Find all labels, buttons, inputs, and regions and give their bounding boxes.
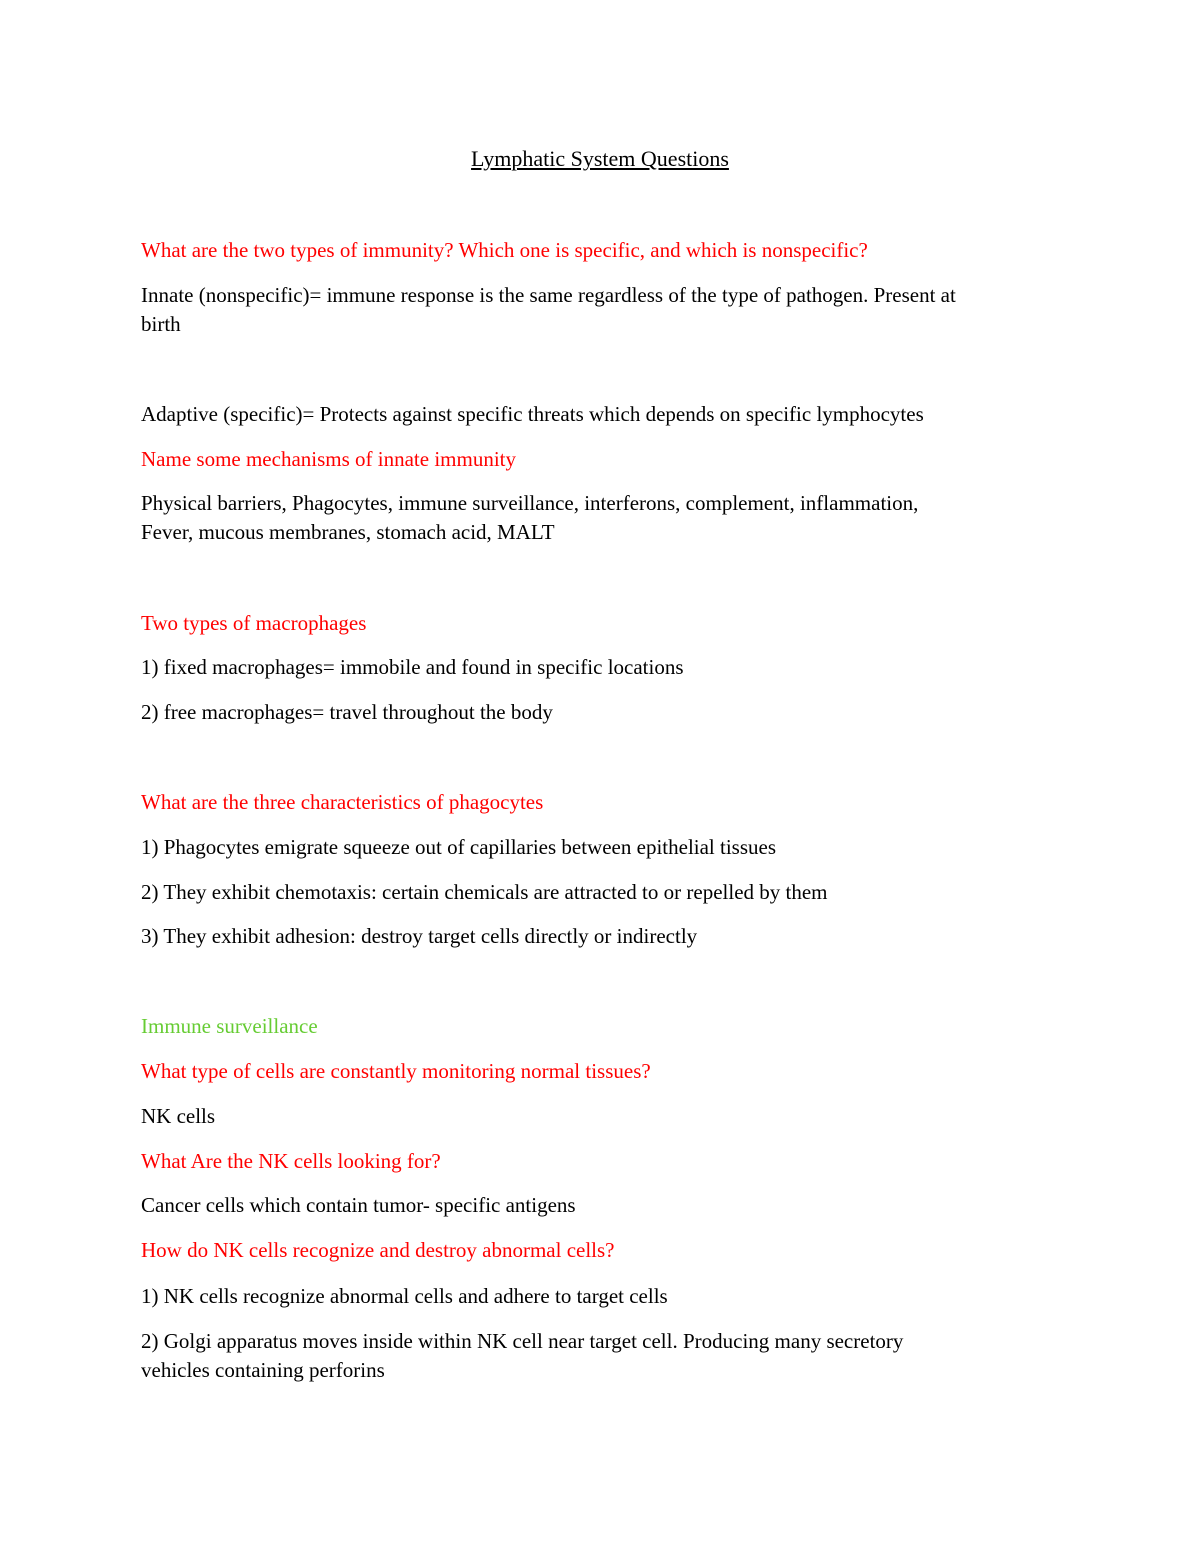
answer-adaptive: Adaptive (specific)= Protects against specific threats which depends on specific lymphocytes: [141, 402, 924, 426]
answer-phagocyte-emigrate: 1) Phagocytes emigrate squeeze out of capillaries between epithelial tissues: [141, 835, 777, 859]
question-nk-looking-for: What Are the NK cells looking for?: [141, 1149, 441, 1173]
answer-free-macrophages: 2) free macrophages= travel throughout the body: [141, 700, 553, 724]
document-title: Lymphatic System Questions: [471, 146, 729, 171]
answer-innate-line-2: birth: [141, 312, 181, 336]
question-monitoring-cells: What type of cells are constantly monitoring normal tissues?: [141, 1059, 651, 1083]
question-innate-mechanisms: Name some mechanisms of innate immunity: [141, 447, 517, 471]
question-macrophage-types: Two types of macrophages: [141, 611, 367, 635]
question-nk-recognize-destroy: How do NK cells recognize and destroy abnormal cells?: [141, 1238, 615, 1262]
answer-phagocyte-adhesion: 3) They exhibit adhesion: destroy target cells directly or indirectly: [141, 924, 698, 948]
topic-immune-surveillance: Immune surveillance: [141, 1014, 318, 1038]
question-phagocyte-characteristics: What are the three characteristics of phagocytes: [141, 790, 544, 814]
answer-golgi-line-2: vehicles containing perforins: [141, 1358, 385, 1382]
answer-nk-recognize: 1) NK cells recognize abnormal cells and adhere to target cells: [141, 1284, 668, 1308]
answer-golgi-line-1: 2) Golgi apparatus moves inside within NK cell near target cell. Producing many secretory: [141, 1329, 904, 1353]
answer-mechanisms-line-2: Fever, mucous membranes, stomach acid, MALT: [141, 520, 555, 544]
answer-phagocyte-chemotaxis: 2) They exhibit chemotaxis: certain chemicals are attracted to or repelled by them: [141, 880, 828, 904]
answer-fixed-macrophages: 1) fixed macrophages= immobile and found in specific locations: [141, 655, 684, 679]
answer-cancer-cells: Cancer cells which contain tumor- specific antigens: [141, 1193, 576, 1217]
answer-mechanisms-line-1: Physical barriers, Phagocytes, immune surveillance, interferons, complement, inflammation,: [141, 491, 919, 515]
answer-nk-cells: NK cells: [141, 1104, 216, 1128]
answer-innate-line-1: Innate (nonspecific)= immune response is the same regardless of the type of pathogen. Present at: [141, 283, 956, 307]
question-immunity-types: What are the two types of immunity? Which one is specific, and which is nonspecific?: [141, 238, 868, 262]
